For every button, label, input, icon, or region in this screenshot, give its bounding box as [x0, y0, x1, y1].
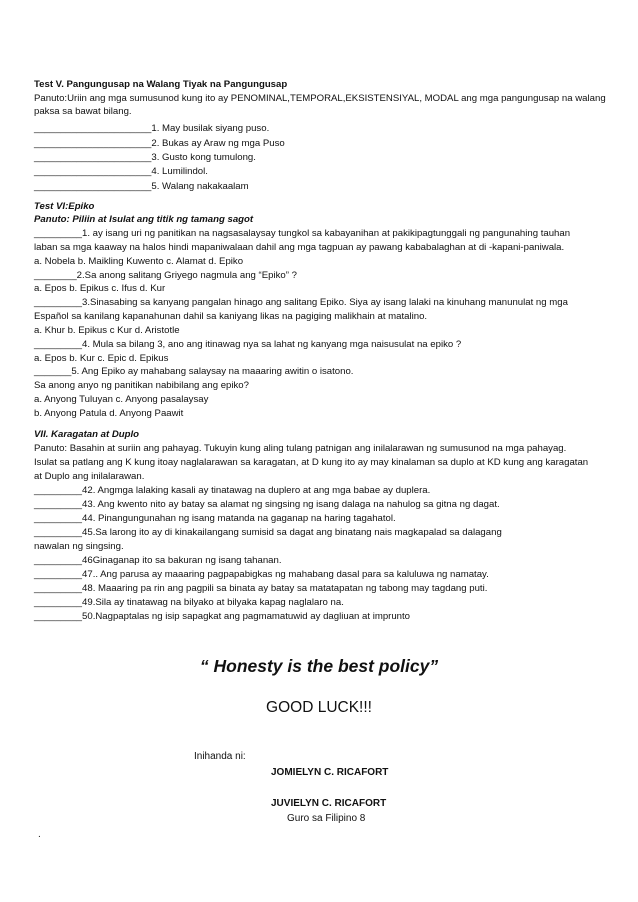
test6-title: Test VI:Epiko	[34, 201, 95, 212]
test7-item-47: _________47.. Ang parusa ay maaaring pagpapabigkas ng mahabang dasal para sa kaluluwa ng namatay.	[34, 569, 489, 580]
good-luck-text: GOOD LUCK!!!	[266, 699, 372, 716]
test7-item-45-line2: nawalan ng singsing.	[34, 541, 124, 552]
test6-item-1-line1: _________1. ay isang uri ng panitikan na nagsasalaysay tungkol sa kabayanihan at pakikipagtunggali ng pangunahing tauhan	[34, 228, 571, 239]
test5-item-1: ______________________1. May busilak siyang puso.	[34, 123, 270, 134]
stray-dot: .	[38, 829, 41, 840]
test6-item-3-line1: _________3.Sinasabing sa kanyang pangalan hinago ang salitang Epiko. Siya ay isang lalaki na kinuhang manunulat ng mga	[34, 297, 568, 308]
test7-item-50: _________50.Nagpaptalas ng isip sapagkat ang pagmamatuwid ay dagliuan at imprunto	[34, 611, 411, 622]
motto: “ Honesty is the best policy”	[199, 656, 439, 676]
test6-item-4-choices: a. Epos b. Kur c. Epic d. Epikus	[34, 353, 169, 364]
test6-item-2-choices: a. Epos b. Epikus c. Ifus d. Kur	[34, 283, 166, 294]
test6-item-3-line2: Español sa kanilang kapanahunan dahil sa kaniyang likas na pagiging malikhain at matalino.	[34, 311, 428, 322]
test6-item-3-choices: a. Khur b. Epikus c Kur d. Aristotle	[34, 325, 180, 336]
test5-instruction-line2: paksa sa bawat bilang.	[34, 106, 132, 117]
test5-item-5: ______________________5. Walang nakakaalam	[34, 181, 249, 192]
test7-title: VII. Karagatan at Duplo	[34, 429, 140, 440]
test7-item-49: _________49.Sila ay tinatawag na bilyako at bilyaka kapag naglalaro na.	[34, 597, 344, 608]
test7-item-48: _________48. Maaaring pa rin ang pagpili sa binata ay batay sa matatapatan ng tabong may tagdang puti.	[34, 583, 488, 594]
test6-item-5-line1: _______5. Ang Epiko ay mahabang salaysay na maaaring awitin o isatono.	[34, 366, 354, 377]
preparer-role: Guro sa Filipino 8	[287, 813, 366, 824]
preparer-name-2: JUVIELYN C. RICAFORT	[271, 798, 387, 809]
test6-item-5-choices-ac: a. Anyong Tuluyan c. Anyong pasalaysay	[34, 394, 209, 405]
test7-item-45-line1: _________45.Sa larong ito ay di kinakailangang sumisid sa dagat ang binatang nais magkapalad sa dalagang	[34, 527, 502, 538]
test7-item-43: _________43. Ang kwento nito ay batay sa alamat ng singsing ng isang dalaga na nahulog sa gitna ng dagat.	[34, 499, 500, 510]
test6-item-1-line2: laban sa mga kaaway na halos hindi mapaniwalaan dahil ang mga tagpuan ay pawang kababalaghan at di -kapani-paniwala.	[34, 242, 565, 253]
preparer-name-1: JOMIELYN C. RICAFORT	[271, 767, 389, 778]
test6-item-2: ________2.Sa anong salitang Griyego nagmula ang “Epiko” ?	[34, 270, 297, 281]
test5-item-2: ______________________2. Bukas ay Araw ng mga Puso	[34, 138, 285, 149]
test7-item-46: _________46Ginaganap ito sa bakuran ng isang tahanan.	[34, 555, 282, 566]
test5-instruction-line1: Panuto:Uriin ang mga sumusunod kung ito ay PENOMINAL,TEMPORAL,EKSISTENSIYAL, MODAL ang mga pangungusap na walang	[34, 93, 606, 104]
test5-item-4: ______________________4. Lumilindol.	[34, 166, 208, 177]
test7-instruction-line2: Isulat sa patlang ang K kung itoay naglalarawan sa karagatan, at D kung ito ay may kinalaman sa duplo at KD kung ang karagatan	[34, 457, 589, 468]
test6-item-4: _________4. Mula sa bilang 3, ano ang itinawag nya sa lahat ng kanyang mga naisusulat na epiko ?	[34, 339, 462, 350]
test7-instruction-line1: Panuto: Basahin at suriin ang pahayag. Tukuyin kung aling tulang patnigan ang inilalarawan ng sumusunod na mga pahayag.	[34, 443, 567, 454]
test6-item-5-choices-bd: b. Anyong Patula d. Anyong Paawit	[34, 408, 184, 419]
test7-instruction-line3: at Duplo ang inilalarawan.	[34, 471, 145, 482]
test6-item-1-choices: a. Nobela b. Maikling Kuwento c. Alamat d. Epiko	[34, 256, 244, 267]
test6-instruction: Panuto: Piliin at Isulat ang titik ng tamang sagot	[34, 214, 254, 225]
test6-item-5-line2: Sa anong anyo ng panitikan nabibilang ang epiko?	[34, 380, 249, 391]
test7-item-42: _________42. Angmga lalaking kasali ay tinatawag na duplero at ang mga babae ay duplera.	[34, 485, 431, 496]
test5-title: Test V. Pangungusap na Walang Tiyak na Pangungusap	[34, 79, 288, 90]
prepared-by-label: Inihanda ni:	[194, 751, 246, 762]
test5-item-3: ______________________3. Gusto kong tumulong.	[34, 152, 256, 163]
test7-item-44: _________44. Pinangungunahan ng isang matanda na gaganap na haring tagahatol.	[34, 513, 396, 524]
